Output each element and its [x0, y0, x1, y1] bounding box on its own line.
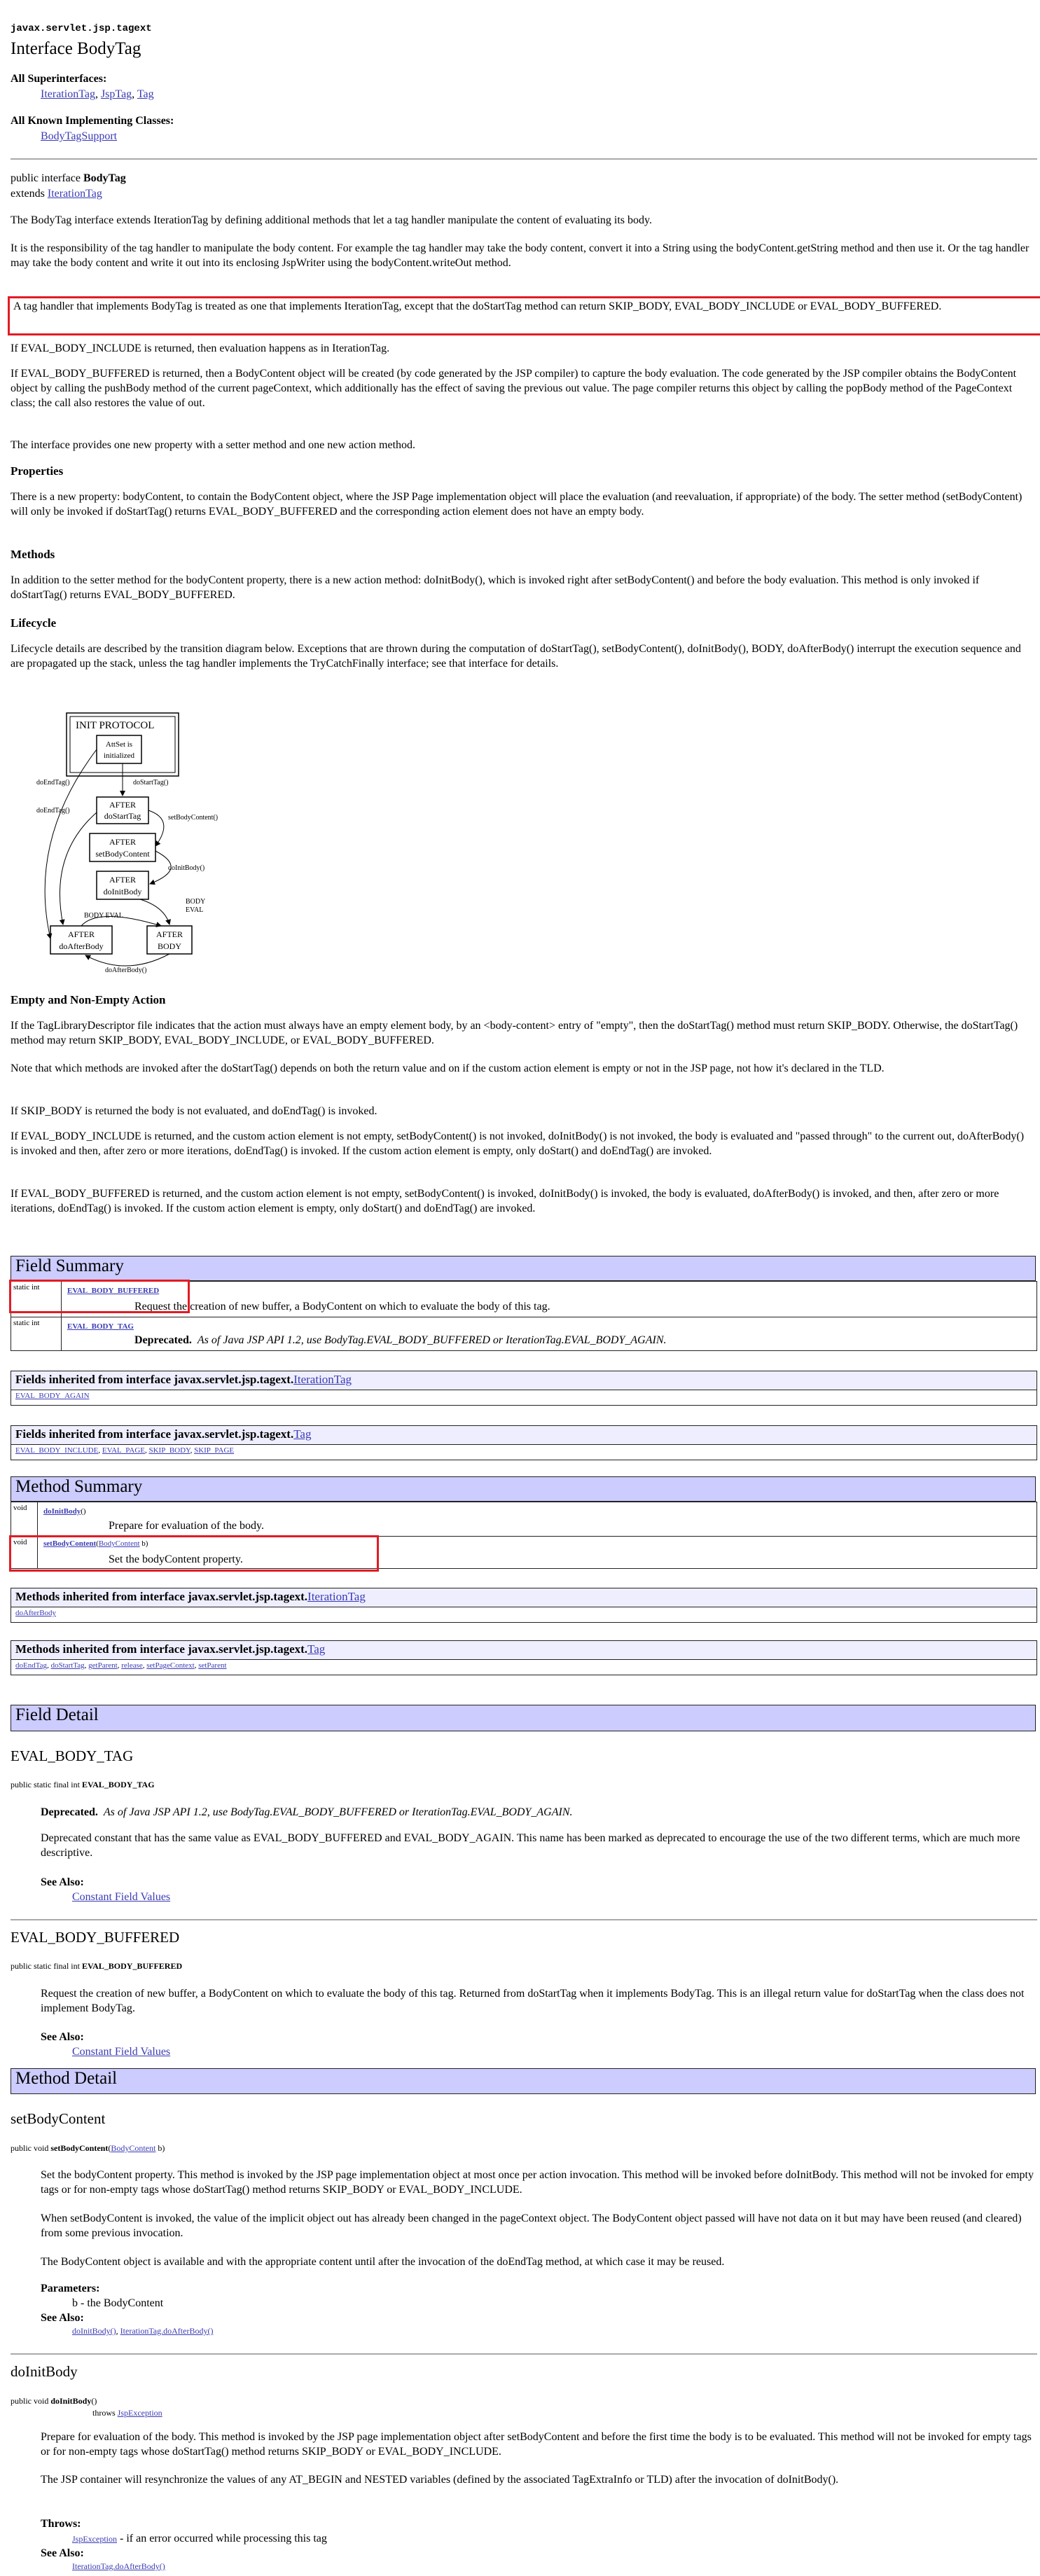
link-tag[interactable]: Tag [137, 88, 154, 100]
desc-p11: Note that which methods are invoked after the doStartTag() depends on both the return value and on if the custom action element is empty or not in the JSP page, not how it's declared in the TLD. [11, 1062, 885, 1074]
link-setbodycontent[interactable]: setBodyContent [43, 1539, 97, 1548]
diagram-after-doinit-2: doInitBody [103, 887, 142, 896]
declaration: public interface BodyTag [11, 172, 126, 184]
method-summary-header: Method Summary [11, 1476, 1036, 1502]
link-bodycontent[interactable]: BodyContent [111, 2143, 156, 2153]
method-setbodycontent-p2: When setBodyContent is invoked, the value of the implicit object out has already been changed in the pageContext object. The BodyContent object passed will have not data on it but may have been reused (and cleared) from some previous invocation. [41, 2213, 1022, 2239]
see-also-label: See Also: [41, 2312, 84, 2324]
diagram-after-body-2: BODY [157, 941, 182, 951]
link-eval-body-include[interactable]: EVAL_BODY_INCLUDE [15, 1446, 99, 1455]
link-iterationtag-doafterbody[interactable]: IterationTag.doAfterBody() [120, 2326, 214, 2336]
link-eval-body-buffered[interactable]: EVAL_BODY_BUFFERED [67, 1287, 160, 1295]
superinterfaces-label: All Superinterfaces: [11, 73, 107, 85]
diagram-attset-1: AttSet is [105, 740, 133, 749]
diagram-body-eval-left: BODY EVAL [84, 912, 123, 920]
desc-p4: If EVAL_BODY_INCLUDE is returned, then evaluation happens as in IterationTag. [11, 342, 390, 354]
field-type: static int [11, 1317, 62, 1351]
diagram-label-doinitbody: doInitBody() [168, 864, 205, 872]
method-doinitbody-heading: doInitBody [11, 2363, 78, 2380]
link-jspexception[interactable]: JspException [117, 2408, 162, 2418]
lifecycle-diagram [35, 707, 245, 974]
heading-empty-action: Empty and Non-Empty Action [11, 993, 166, 1006]
desc-p7: There is a new property: bodyContent, to contain the BodyContent object, where the JSP Page implementation object will place the evaluation (and reevaluation, if appropriate) of the body. The setter method (setBodyContent) will only be invoked if doStartTag() returns EVAL_BODY_BUFFERED and the corresponding action element does not have an empty body. [11, 491, 1022, 518]
heading-lifecycle: Lifecycle [11, 616, 57, 630]
method-setbodycontent-p1: Set the bodyContent property. This method is invoked by the JSP page implementation object at most once per action invocation. This method will be invoked before doInitBody. This method will not be invoked for empty tags or for non-empty tags whose doStartTag() method returns SKIP_BODY or EVAL_BODY_INCLUDE. [41, 2169, 1034, 2196]
diagram-label-doendtag-2: doEndTag() [36, 807, 70, 815]
link-constant-field-values[interactable]: Constant Field Values [72, 2046, 171, 2058]
link-doendtag[interactable]: doEndTag [15, 1661, 48, 1670]
method-type: void [11, 1537, 38, 1569]
see-also-label: See Also: [41, 2031, 84, 2043]
diagram-label-setbodycontent: setBodyContent() [168, 814, 219, 822]
desc-p10: If the TagLibraryDescriptor file indicates that the action must always have an empty element body, by an <body-content> entry of "empty", then the doStartTag() method must return SKIP_BODY. Otherwise, the doStartTag() method may return SKIP_BODY, EVAL_BODY_INCLUDE, or EVAL_BODY_BUFFERED. [11, 1020, 1018, 1046]
parameters-label: Parameters: [41, 2283, 100, 2294]
method-setbodycontent-signature: public void setBodyContent(BodyContent b) [11, 2143, 165, 2153]
see-also-label: See Also: [41, 1876, 84, 1888]
field-detail-header: Field Detail [11, 1705, 1036, 1731]
link-eval-body-tag[interactable]: EVAL_BODY_TAG [67, 1322, 134, 1331]
desc-p8: In addition to the setter method for the bodyContent property, there is a new action method: doInitBody(), which is invoked right after setBodyContent() and before the body evaluation. This method is only invoked if doStartTag() returns EVAL_BODY_BUFFERED. [11, 574, 980, 601]
link-bodytagsupport[interactable]: BodyTagSupport [41, 130, 118, 142]
methods-inherited-tag-list: doEndTag, doStartTag, getParent, release, setPageContext, setParent [11, 1660, 1037, 1675]
see-also-label: See Also: [41, 2547, 84, 2559]
field-summary-header: Field Summary [11, 1256, 1036, 1281]
link-iterationtag-doafterbody[interactable]: IterationTag.doAfterBody() [72, 2561, 165, 2571]
desc-p9: Lifecycle details are described by the transition diagram below. Exceptions that are thrown during the computation of doStartTag(), setBodyContent(), doInitBody(), BODY, doAfterBody() interrupt the execution sequence and are propagated up the stack, unless the tag handler implements the TryCatchFinally interface; see that interface for details. [11, 643, 1021, 670]
link-iterationtag[interactable]: IterationTag [41, 88, 95, 100]
link-tag[interactable]: Tag [293, 1427, 312, 1441]
throws-label: Throws: [41, 2518, 81, 2530]
link-release[interactable]: release [121, 1661, 143, 1670]
implementing-label: All Known Implementing Classes: [11, 115, 174, 127]
diagram-after-doafter-2: doAfterBody [59, 941, 104, 951]
method-detail-header: Method Detail [11, 2068, 1036, 2094]
link-setpagecontext[interactable]: setPageContext [146, 1661, 195, 1670]
superinterfaces-list: IterationTag, JspTag, Tag [41, 88, 154, 100]
link-iterationtag[interactable]: IterationTag [307, 1590, 366, 1603]
diagram-after-dostart-2: doStartTag [104, 811, 141, 821]
field-type: static int [11, 1282, 62, 1317]
declaration-extends: extends IterationTag [11, 188, 102, 200]
heading-properties: Properties [11, 464, 64, 478]
desc-p1: The BodyTag interface extends IterationTag by defining additional methods that let a tag handler manipulate the content of evaluating its body. [11, 214, 652, 226]
link-jspexception[interactable]: JspException [72, 2534, 117, 2544]
table-row: void doInitBody() Prepare for evaluation of the body. [11, 1502, 1036, 1536]
method-setbodycontent-p3: The BodyContent object is available and with the appropriate content until after the invocation of the doEndTag method, at which case it may be reused. [41, 2256, 725, 2268]
diagram-body-eval-1: BODY [186, 898, 206, 906]
diagram-after-setbody-2: setBodyContent [95, 849, 150, 859]
field-eval-body-tag-deprecated: Deprecated. As of Java JSP API 1.2, use BodyTag.EVAL_BODY_BUFFERED or IterationTag.EVAL_BODY_AGAIN. [41, 1806, 573, 1818]
link-constant-field-values[interactable]: Constant Field Values [72, 1891, 171, 1903]
diagram-after-setbody-1: AFTER [109, 837, 137, 847]
diagram-after-doafter-1: AFTER [67, 929, 95, 939]
desc-p3: A tag handler that implements BodyTag is treated as one that implements IterationTag, except that the doStartTag method can return SKIP_BODY, EVAL_BODY_INCLUDE or EVAL_BODY_BUFFERED. [13, 300, 942, 312]
diagram-label-dostarttag: doStartTag() [133, 779, 169, 787]
diagram-after-body-1: AFTER [155, 929, 183, 939]
method-doinitbody-p1: Prepare for evaluation of the body. This method is invoked by the JSP page implementation object after setBodyContent and before the first time the body is to be evaluated. This method will not be invoked for empty tags or for non-empty tags whose doStartTag() method returns SKIP_BODY or EVAL_BODY_INCLUDE. [41, 2431, 1032, 2458]
deprecated-label: Deprecated. [134, 1334, 192, 1346]
field-desc: Request the creation of new buffer, a BodyContent on which to evaluate the body of this tag. [134, 1301, 550, 1313]
field-eval-body-buffered-desc: Request the creation of new buffer, a BodyContent on which to evaluate the body of this tag. Returned from doStartTag when it implements BodyTag. This is an illegal return value for doStartTag when the class does not implement BodyTag. [41, 1988, 1025, 2014]
diagram-init-protocol: INIT PROTOCOL [76, 720, 155, 731]
link-jsptag[interactable]: JspTag [100, 88, 132, 100]
method-type: void [11, 1502, 38, 1536]
methods-inherited-iterationtag-header: Methods inherited from interface javax.servlet.jsp.tagext.IterationTag [11, 1588, 1037, 1607]
diagram-attset-2: initialized [104, 752, 134, 760]
field-eval-body-buffered-signature: public static final int EVAL_BODY_BUFFERED [11, 1961, 183, 1971]
method-summary-table [11, 1502, 1037, 1569]
field-eval-body-buffered-heading: EVAL_BODY_BUFFERED [11, 1929, 180, 1946]
desc-p14: If EVAL_BODY_BUFFERED is returned, and the custom action element is not empty, setBodyContent() is invoked, doInitBody() is invoked, the body is evaluated, doAfterBody() is invoked, and then, after zero or more iterations, doEndTag() is invoked. If the custom action element is empty, only doStart() and doEndTag() are invoked. [11, 1188, 999, 1214]
table-row [11, 1317, 1036, 1351]
link-setparent[interactable]: setParent [198, 1661, 227, 1670]
diagram-label-doendtag-1: doEndTag() [36, 779, 70, 787]
package-name: javax.servlet.jsp.tagext [11, 23, 152, 34]
heading-methods: Methods [11, 548, 55, 561]
method-doinitbody-throws-item: JspException - if an error occurred while processing this tag [72, 2533, 327, 2544]
diagram-body-eval-2: EVAL [186, 906, 204, 914]
method-doinitbody-p2: The JSP container will resynchronize the values of any AT_BEGIN and NESTED variables (defined by the associated TagExtraInfo or TLD) after the invocation of doInitBody(). [41, 2474, 839, 2486]
field-summary-table [11, 1281, 1037, 1351]
link-getparent[interactable]: getParent [88, 1661, 118, 1670]
link-eval-body-again[interactable]: EVAL_BODY_AGAIN [15, 1392, 90, 1400]
method-doinitbody-signature: public void doInitBody() [11, 2396, 97, 2406]
diagram-after-dostart-1: AFTER [109, 800, 137, 810]
desc-p5: If EVAL_BODY_BUFFERED is returned, then a BodyContent object will be created (by code generated by the JSP compiler) to capture the body evaluation. The code generated by the JSP compiler obtains the BodyContent object by calling the pushBody method of the current pageContext, which additionally has the effect of saving the previous out value. The page compiler returns this object by calling the popBody method of the PageContext class; the call also restores the value of out. [11, 368, 1017, 409]
implementing-list [41, 130, 117, 143]
link-skip-body[interactable]: SKIP_BODY [148, 1446, 190, 1455]
page-title: Interface BodyTag [11, 39, 141, 58]
method-desc: Set the bodyContent property. [109, 1553, 243, 1565]
method-desc: Prepare for evaluation of the body. [109, 1520, 264, 1532]
desc-p13: If EVAL_BODY_INCLUDE is returned, and the custom action element is not empty, setBodyContent() is not invoked, doInitBody() is not invoked, the body is evaluated and "passed through" to the current out, doAfterBody() is invoked and then, after zero or more iterations, doEndTag() is invoked. If the custom action element is empty, only doStart() and doEndTag() are invoked. [11, 1130, 1025, 1157]
desc-p2: It is the responsibility of the tag handler to manipulate the body content. For example the tag handler may take the body content, convert it into a String using the bodyContent.getString method and then use it. Or the tag handler may take the body content and write it out into its enclosing JspWriter using the bodyContent.writeOut method. [11, 242, 1029, 269]
desc-p6: The interface provides one new property with a setter method and one new action method. [11, 439, 416, 451]
table-row: void setBodyContent(BodyContent b) Set the bodyContent property. [11, 1536, 1036, 1569]
divider [11, 2353, 1037, 2355]
link-tag[interactable]: Tag [307, 1642, 326, 1656]
fields-inherited-tag-header: Fields inherited from interface javax.servlet.jsp.tagext.Tag [11, 1425, 1037, 1445]
link-doafterbody[interactable]: doAfterBody [15, 1609, 57, 1617]
method-doinitbody-throws: throws JspException [92, 2408, 162, 2418]
link-extends-iterationtag[interactable]: IterationTag [47, 188, 102, 200]
desc-p12: If SKIP_BODY is returned the body is not evaluated, and doEndTag() is invoked. [11, 1105, 377, 1117]
methods-inherited-iterationtag-list [11, 1607, 1037, 1623]
diagram-label-doafterbody: doAfterBody() [105, 967, 147, 974]
methods-inherited-tag-header: Methods inherited from interface javax.servlet.jsp.tagext.Tag [11, 1640, 1037, 1660]
field-desc: As of Java JSP API 1.2, use BodyTag.EVAL_BODY_BUFFERED or IterationTag.EVAL_BODY_AGAIN. [197, 1334, 667, 1346]
field-eval-body-tag-heading: EVAL_BODY_TAG [11, 1747, 134, 1764]
fields-inherited-iterationtag-header: Fields inherited from interface javax.servlet.jsp.tagext.IterationTag [11, 1371, 1037, 1390]
link-skip-page[interactable]: SKIP_PAGE [194, 1446, 235, 1455]
method-setbodycontent-heading: setBodyContent [11, 2110, 106, 2127]
fields-inherited-tag-list: EVAL_BODY_INCLUDE, EVAL_PAGE, SKIP_BODY, SKIP_PAGE [11, 1445, 1037, 1460]
link-dostarttag[interactable]: doStartTag [50, 1661, 85, 1670]
fields-inherited-iterationtag-list [11, 1390, 1037, 1406]
link-iterationtag[interactable]: IterationTag [293, 1373, 352, 1386]
field-eval-body-tag-desc: Deprecated constant that has the same value as EVAL_BODY_BUFFERED and EVAL_BODY_AGAIN. This name has been marked as deprecated to encourage the use of the two different terms, which are much more descriptive. [41, 1832, 1020, 1859]
method-setbodycontent-param: b - the BodyContent [72, 2297, 164, 2309]
divider [11, 158, 1037, 160]
link-doinitbody[interactable]: doInitBody [43, 1507, 81, 1516]
link-doinitbody[interactable]: doInitBody() [72, 2326, 116, 2336]
link-eval-page[interactable]: EVAL_PAGE [102, 1446, 145, 1455]
link-bodycontent[interactable]: BodyContent [98, 1539, 140, 1548]
table-row [11, 1282, 1036, 1317]
divider [11, 1919, 1037, 1920]
field-eval-body-tag-signature: public static final int EVAL_BODY_TAG [11, 1780, 155, 1789]
diagram-after-doinit-1: AFTER [109, 875, 137, 885]
